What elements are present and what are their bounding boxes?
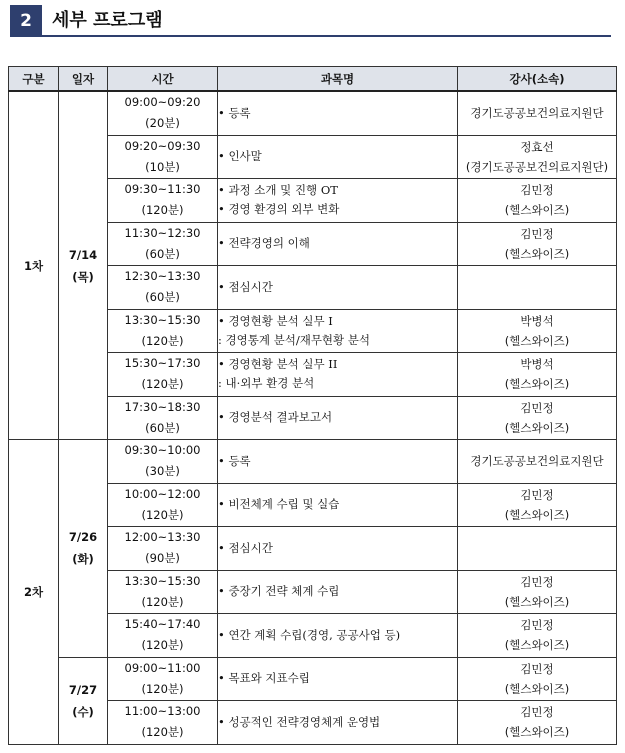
table-row	[9, 440, 617, 484]
subject-cell	[218, 353, 458, 397]
subject-line: • 비전체계 수립 및 실습	[218, 497, 340, 512]
date-cell	[59, 91, 108, 440]
instructor-cell	[458, 614, 617, 658]
instructor-line: 김민정	[520, 618, 554, 633]
time-duration: (60분)	[145, 246, 180, 261]
subject-line: • 중장기 전략 체계 수립	[218, 584, 340, 599]
date-value: 7/26	[68, 530, 98, 545]
subject-line: • 인사말	[218, 149, 262, 164]
subject-line: • 전략경영의 이해	[218, 236, 310, 251]
subject-cell	[218, 135, 458, 179]
subject-cell	[218, 483, 458, 527]
time-range: 09:20~09:30	[124, 138, 201, 153]
instructor-cell	[458, 701, 617, 745]
instructor-line: 경기도공공보건의료지원단	[470, 106, 604, 121]
time-range: 10:00~12:00	[124, 486, 201, 501]
subject-line: • 경영분석 결과보고서	[218, 410, 333, 425]
weekday-value: (화)	[72, 552, 94, 567]
time-range: 11:00~13:00	[124, 704, 201, 719]
table-header-row	[9, 67, 617, 92]
instructor-line: (헬스와이즈)	[504, 507, 570, 522]
instructor-line: (헬스와이즈)	[504, 681, 570, 696]
time-duration: (120분)	[141, 594, 184, 609]
subject-line: • 경영현황 분석 실무 II	[218, 357, 338, 372]
time-range: 17:30~18:30	[124, 399, 201, 414]
time-duration: (30분)	[145, 464, 180, 479]
time-cell	[108, 570, 218, 614]
time-range: 11:30~12:30	[124, 225, 201, 240]
time-cell	[108, 91, 218, 135]
time-duration: (90분)	[145, 551, 180, 566]
time-range: 15:40~17:40	[124, 617, 201, 632]
subject-cell	[218, 701, 458, 745]
instructor-line: (헬스와이즈)	[504, 333, 570, 348]
date-cell	[59, 440, 108, 658]
time-duration: (20분)	[145, 116, 180, 131]
subject-line: • 점심시간	[218, 540, 273, 555]
subject-cell	[218, 222, 458, 266]
subject-cell	[218, 91, 458, 135]
section-title: 세부 프로그램	[52, 10, 163, 31]
time-range: 12:30~13:30	[124, 269, 201, 284]
subject-line: • 성공적인 전략경영체계 운영법	[218, 714, 381, 729]
title-underline	[42, 35, 611, 37]
instructor-line: 김민정	[520, 183, 554, 198]
program-table	[8, 66, 617, 745]
col-header-group: 구분	[9, 67, 59, 92]
subject-line: • 연간 계획 수립(경영, 공공사업 등)	[218, 627, 401, 642]
subject-cell	[218, 614, 458, 658]
instructor-line: 김민정	[520, 705, 554, 720]
time-duration: (120분)	[141, 681, 184, 696]
instructor-line: 김민정	[520, 574, 554, 589]
subject-line: : 경영통계 분석/재무현황 분석	[218, 332, 371, 347]
subject-cell	[218, 527, 458, 571]
instructor-line: 정효선	[520, 139, 554, 154]
time-cell	[108, 135, 218, 179]
instructor-cell	[458, 309, 617, 353]
time-cell	[108, 222, 218, 266]
col-header-time: 시간	[108, 67, 218, 92]
time-cell	[108, 309, 218, 353]
subject-cell	[218, 266, 458, 310]
col-header-date: 일자	[59, 67, 108, 92]
time-cell	[108, 614, 218, 658]
subject-cell	[218, 570, 458, 614]
date-value: 7/14	[68, 247, 98, 262]
instructor-line: (헬스와이즈)	[504, 420, 570, 435]
instructor-line: 경기도공공보건의료지원단	[470, 454, 604, 469]
instructor-line: (헬스와이즈)	[504, 377, 570, 392]
instructor-line: (헬스와이즈)	[504, 594, 570, 609]
time-range: 15:30~17:30	[124, 356, 201, 371]
subject-line: : 내·외부 환경 분석	[218, 376, 315, 391]
group-cell: 1차	[9, 91, 59, 440]
subject-line: • 등록	[218, 453, 251, 468]
weekday-value: (수)	[72, 704, 94, 719]
time-duration: (120분)	[141, 507, 184, 522]
instructor-line: 박병석	[520, 357, 554, 372]
instructor-cell	[458, 353, 617, 397]
instructor-cell	[458, 483, 617, 527]
col-header-instructor: 강사(소속)	[458, 67, 617, 92]
time-duration: (60분)	[145, 420, 180, 435]
subject-line: • 등록	[218, 105, 251, 120]
subject-line: • 경영 환경의 외부 변화	[218, 202, 340, 217]
time-cell	[108, 657, 218, 701]
instructor-cell	[458, 222, 617, 266]
group-cell: 2차	[9, 440, 59, 745]
time-range: 13:30~15:30	[124, 573, 201, 588]
time-cell	[108, 440, 218, 484]
instructor-cell	[458, 135, 617, 179]
table-body	[9, 91, 617, 744]
time-cell	[108, 179, 218, 223]
time-cell	[108, 527, 218, 571]
instructor-cell	[458, 570, 617, 614]
subject-line: • 경영현황 분석 실무 I	[218, 313, 333, 328]
weekday-value: (목)	[72, 269, 94, 284]
time-duration: (120분)	[141, 725, 184, 740]
time-range: 09:30~11:30	[124, 182, 201, 197]
subject-cell	[218, 440, 458, 484]
instructor-cell	[458, 91, 617, 135]
instructor-line: 김민정	[520, 400, 554, 415]
time-cell	[108, 701, 218, 745]
instructor-line: (헬스와이즈)	[504, 725, 570, 740]
time-duration: (120분)	[141, 638, 184, 653]
instructor-line: (헬스와이즈)	[504, 203, 570, 218]
time-duration: (120분)	[141, 203, 184, 218]
time-range: 09:00~09:20	[124, 95, 201, 110]
date-value: 7/27	[68, 682, 98, 697]
instructor-line: 김민정	[520, 226, 554, 241]
table-row	[9, 91, 617, 135]
time-range: 13:30~15:30	[124, 312, 201, 327]
subject-cell	[218, 179, 458, 223]
subject-cell	[218, 657, 458, 701]
instructor-cell	[458, 266, 617, 310]
instructor-line: (경기도공공보건의료지원단)	[465, 159, 609, 174]
col-header-subject: 과목명	[218, 67, 458, 92]
time-duration: (60분)	[145, 290, 180, 305]
section-number-badge: 2	[10, 5, 42, 37]
subject-cell	[218, 396, 458, 440]
date-cell	[59, 657, 108, 744]
subject-line: • 점심시간	[218, 279, 273, 294]
table-row	[9, 657, 617, 701]
instructor-cell	[458, 440, 617, 484]
time-cell	[108, 353, 218, 397]
instructor-cell	[458, 657, 617, 701]
instructor-line: 박병석	[520, 313, 554, 328]
time-range: 12:00~13:30	[124, 530, 201, 545]
time-range: 09:30~10:00	[124, 443, 201, 458]
instructor-line: 김민정	[520, 661, 554, 676]
time-duration: (120분)	[141, 333, 184, 348]
subject-line: • 목표와 지표수립	[218, 671, 310, 686]
time-cell	[108, 266, 218, 310]
instructor-line: 김민정	[520, 487, 554, 502]
time-duration: (10분)	[145, 159, 180, 174]
time-duration: (120분)	[141, 377, 184, 392]
subject-line: • 과정 소개 및 진행 OT	[218, 183, 338, 198]
time-range: 09:00~11:00	[124, 660, 201, 675]
subject-cell	[218, 309, 458, 353]
time-cell	[108, 483, 218, 527]
instructor-cell	[458, 396, 617, 440]
instructor-cell	[458, 179, 617, 223]
instructor-line: (헬스와이즈)	[504, 638, 570, 653]
time-cell	[108, 396, 218, 440]
instructor-line: (헬스와이즈)	[504, 246, 570, 261]
instructor-cell	[458, 527, 617, 571]
section-header	[10, 5, 611, 37]
